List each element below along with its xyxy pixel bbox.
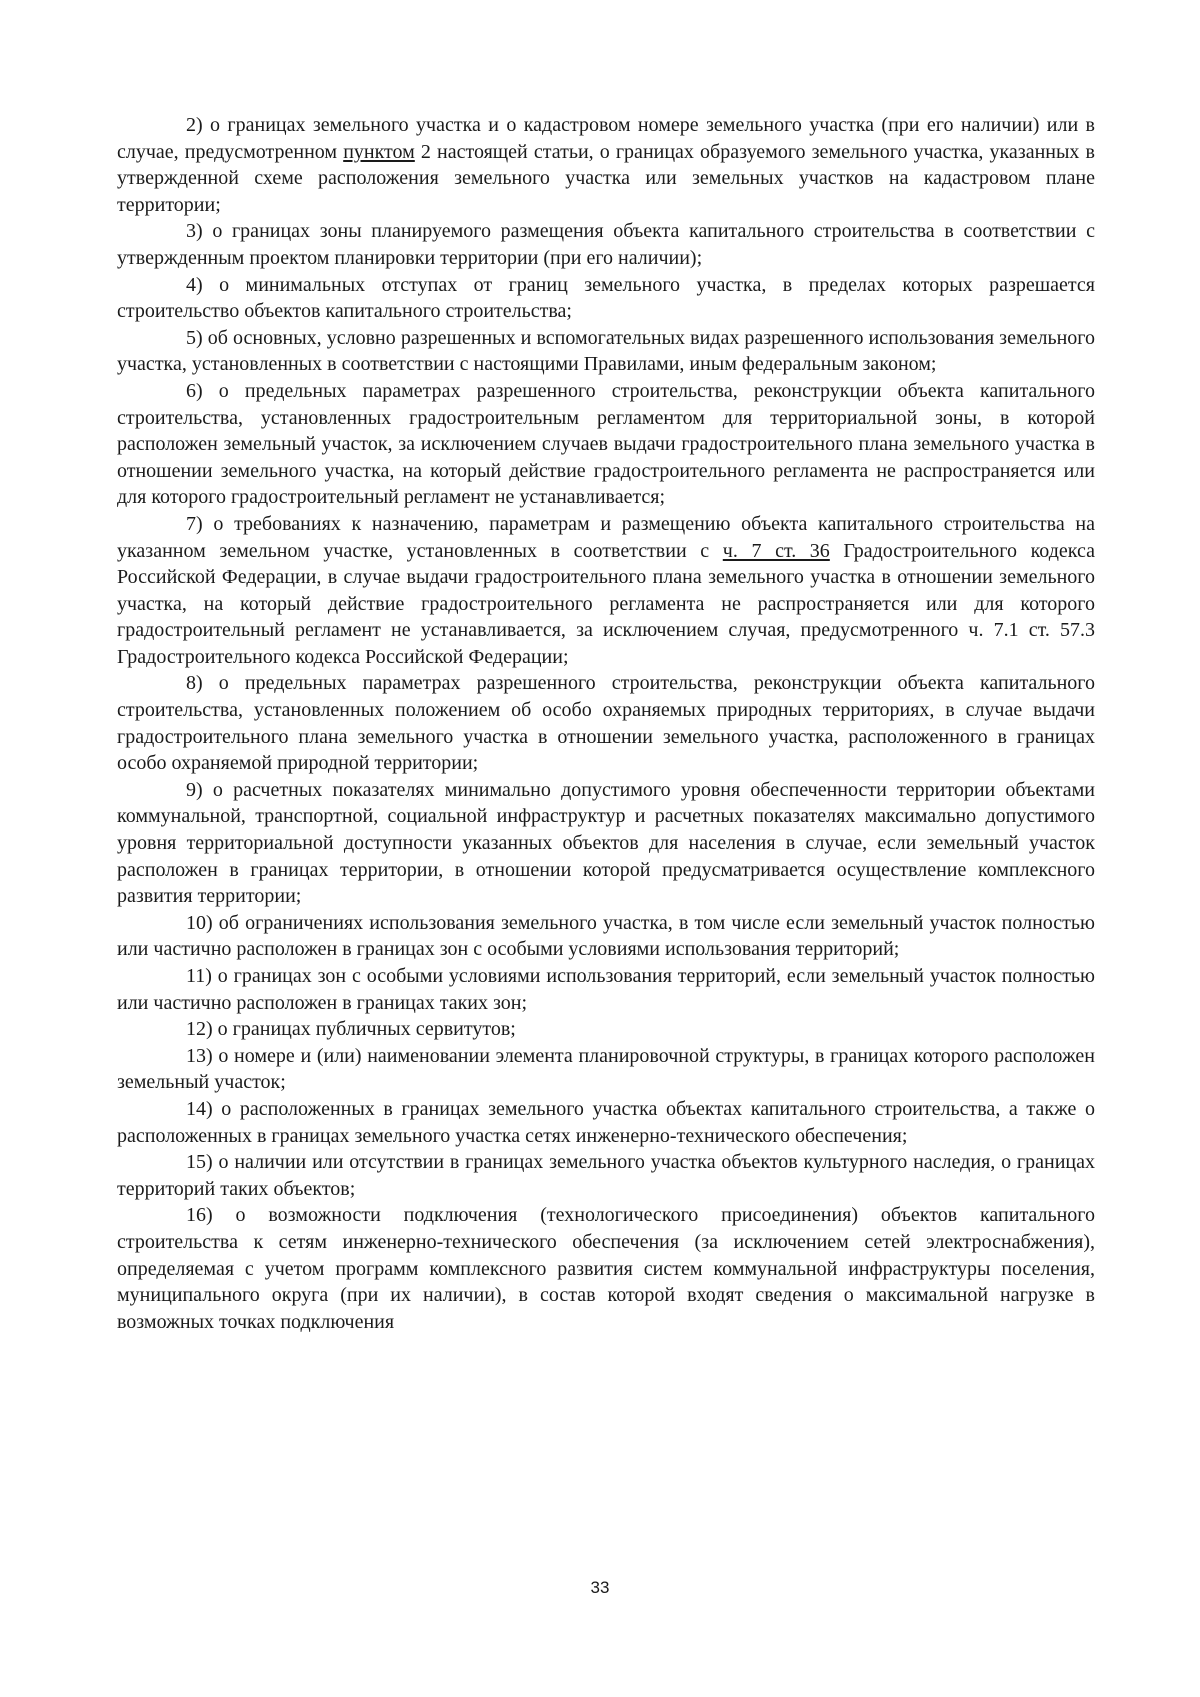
paragraph-text: 3) о границах зоны планируемого размещения объекта капитального строительства в соответствии с утвержденным проектом планировки территории (при его наличии);	[117, 220, 1095, 269]
reference-link[interactable]: ч. 7 ст. 36	[722, 539, 830, 562]
paragraph-p10	[117, 910, 1095, 963]
paragraph-p14	[117, 1096, 1095, 1149]
paragraph-text: 10) об ограничениях использования земельного участка, в том числе если земельный участок полностью или частично расположен в границах зон с особыми условиями использования территорий;	[117, 911, 1095, 961]
paragraph-text: 5) об основных, условно разрешенных и вспомогательных видах разрешенного использования земельного участка, установленных в соответствии с настоящими Правилами, иным федеральным законом;	[117, 326, 1095, 376]
paragraph-p16	[117, 1202, 1095, 1335]
paragraph-text: 15) о наличии или отсутствии в границах земельного участка объектов культурного наследия, о границах территорий таких объектов;	[117, 1151, 1095, 1200]
paragraph-text: 13) о номере и (или) наименовании элемента планировочной структуры, в границах которого расположен земельный участок;	[117, 1044, 1095, 1094]
reference-link[interactable]: пунктом	[343, 140, 415, 163]
paragraph-text: 8) о предельных параметрах разрешенного строительства, реконструкции объекта капитального строительства, установленных положением об особо охраняемых природных территориях, в случае выдачи градостроительного плана земельного участка в отношении земельного участка, расположенного в границах особо охраняемой природной территории;	[117, 672, 1095, 775]
document-body	[117, 112, 1095, 1335]
paragraph-p9	[117, 777, 1095, 910]
paragraph-text: Градостроительного кодекса Российской Федерации, в случае выдачи градостроительного плана земельного участка в отношении земельного участка, на который действие градостроительного регламента не распространяется или для которого градостроительный регламент не устанавливается, за исключением случая, предусмотренного ч. 7.1 ст. 57.3 Градостроительного кодекса Российской Федерации;	[117, 539, 1095, 668]
paragraph-p6	[117, 378, 1095, 511]
paragraph-text: 2) о границах земельного участка и о кадастровом номере земельного участка (при его наличии) или в случае, предусмотренном	[117, 114, 1095, 163]
paragraph-text: 16) о возможности подключения (технологического присоединения) объектов капитального строительства к сетям инженерно-технического обеспечения (за исключением сетей электроснабжения), определяемая с учетом программ комплексного развития систем коммунальной инфраструктуры поселения, муниципального округа (при их наличии), в состав которой входят сведения о максимальной нагрузке в возможных точках подключения	[117, 1204, 1095, 1333]
paragraph-p7	[117, 511, 1095, 671]
paragraph-text: 2 настоящей статьи, о границах образуемого земельного участка, указанных в утвержденной схеме расположения земельного участка или земельных участков на кадастровом плане территории;	[117, 140, 1095, 216]
paragraph-text: 4) о минимальных отступах от границ земельного участка, в пределах которых разрешается строительство объектов капитального строительства;	[117, 273, 1095, 323]
page-number: 33	[590, 1578, 610, 1597]
paragraph-p13	[117, 1043, 1095, 1096]
paragraph-text: 11) о границах зон с особыми условиями использования территорий, если земельный участок полностью или частично расположен в границах таких зон;	[117, 965, 1095, 1014]
paragraph-p4	[117, 272, 1095, 325]
paragraph-p8	[117, 670, 1095, 776]
paragraph-text: 6) о предельных параметрах разрешенного строительства, реконструкции объекта капитального строительства, установленных градостроительным регламентом для территориальной зоны, в которой расположен земельный участок, за исключением случаев выдачи градостроительного плана земельного участка в отношении земельного участка, на который действие градостроительного регламента не распространяется или для которого градостроительный регламент не устанавливается;	[117, 379, 1095, 509]
paragraph-p2	[117, 112, 1095, 218]
paragraph-p3	[117, 218, 1095, 271]
paragraph-text: 9) о расчетных показателях минимально допустимого уровня обеспеченности территории объектами коммунальной, транспортной, социальной инфраструктур и расчетных показателях максимально допустимого уровня территориальной доступности указанных объектов для населения в случае, если земельный участок расположен в границах территории, в отношении которой предусматривается осуществление комплексного развития территории;	[117, 778, 1095, 908]
paragraph-p11	[117, 963, 1095, 1016]
paragraph-p5	[117, 325, 1095, 378]
paragraph-p12	[117, 1016, 1095, 1043]
paragraph-text: 12) о границах публичных сервитутов;	[186, 1018, 516, 1041]
paragraph-text: 14) о расположенных в границах земельного участка объектах капитального строительства, а также о расположенных в границах земельного участка сетях инженерно-технического обеспечения;	[117, 1097, 1095, 1147]
paragraph-text: 7) о требованиях к назначению, параметрам и размещению объекта капитального строительства на указанном земельном участке, установленных в соответствии с	[117, 512, 1095, 562]
paragraph-p15	[117, 1149, 1095, 1202]
